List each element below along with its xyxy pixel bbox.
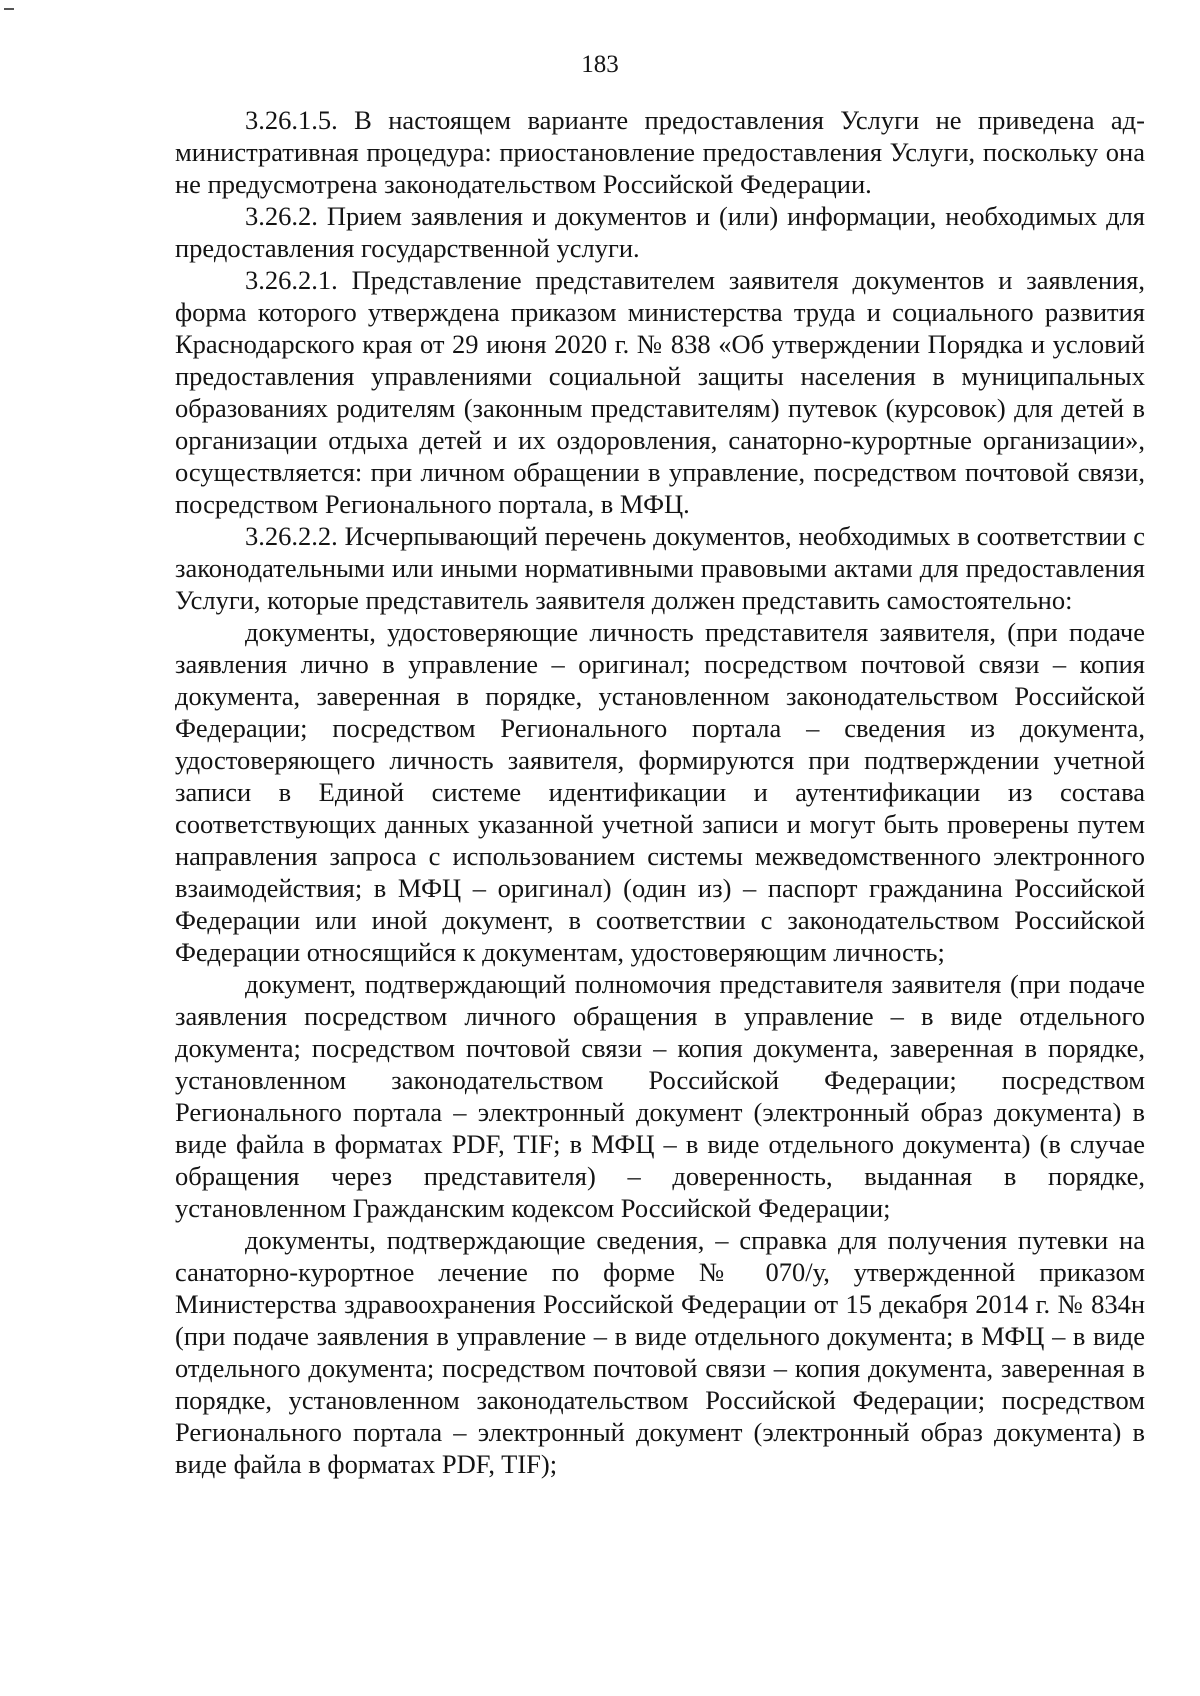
document-body	[175, 104, 1145, 1480]
page-number: 183	[581, 51, 619, 78]
paragraph-3-26-2: 3.26.2. Прием заявления и документов и (или) информации, необходимых для предоставления государственной услуги.	[175, 201, 1145, 263]
paragraph-supporting-documents: документы, подтверждающие сведения, – справка для получения путевки на санаторно-курортное лечение по форме № 070/у, утвержденной приказом Министерства здравоохранения Российской Федерации от 15 декабря 2014 г. № 834н (при подаче заявления в управление – в виде отдельного документа; в МФЦ – в виде отдельного документа; посредством почтовой связи – копия документа, заверенная в порядке, установленном законодательством Российской Федерации; посредством Регионального портала – электронный документ (электронный образ документа) в виде файла в форматах PDF, TIF);	[175, 1225, 1145, 1479]
paragraph-3-26-2-2: 3.26.2.2. Исчерпывающий перечень документов, необходимых в соответствии с законодательными или иными нормативными правовыми актами для предоставления Услуги, которые представитель заявителя должен представить самостоятельно:	[175, 521, 1145, 615]
paragraph-3-26-2-1: 3.26.2.1. Представление представителем заявителя документов и заявления, форма которого утверждена приказом министерства труда и социального развития Краснодарского края от 29 июня 2020 г. № 838 «Об утверждении Порядка и условий предоставления управлениями социальной защиты населения в муниципальных образованиях родителям (законным представителям) путевок (курсовок) для детей в организации отдыха детей и их оздоровления, санаторно-курортные организации», осуществляется: при личном обращении в управление, посредством почтовой связи, посредством Регионального портала, в МФЦ.	[175, 265, 1145, 519]
paragraph-authority-document: документ, подтверждающий полномочия представителя заявителя (при подаче заявления посредством личного обращения в управление – в виде отдельного документа; посредством почтовой связи – копия документа, заверенная в порядке, установленном законодательством Российской Федерации; посредством Регионального портала – электронный документ (электронный образ документа) в виде файла в форматах PDF, TIF; в МФЦ – в виде отдельного документа) (в случае обращения через представителя) – доверенность, выданная в порядке, установленном Гражданским кодексом Российской Федерации;	[175, 969, 1145, 1223]
scan-artifact-mark	[4, 8, 14, 10]
paragraph-identity-documents: документы, удостоверяющие личность представителя заявителя, (при подаче заявления лично в управление – оригинал; посредством почтовой связи – копия документа, заверенная в порядке, установленном законодательством Российской Федерации; посредством Регионального портала – сведения из документа, удостоверяющего личность заявителя, формируются при подтверждении учетной записи в Единой системе идентификации и аутентификации из состава соответствующих данных указанной учетной записи и могут быть проверены путем направления запроса с использованием системы межведомственного электронного взаимодействия; в МФЦ – оригинал) (один из) – паспорт гражданина Российской Федерации или иной документ, в соответствии с законодательством Российской Федерации относящийся к документам, удостоверяющим личность;	[175, 617, 1145, 967]
paragraph-3-26-1-5: 3.26.1.5. В настоящем варианте предоставления Услуги не приведена административная процедура: приостановление предоставления Услуги, поскольку она не предусмотрена законодательством Российской Федерации.	[175, 105, 1145, 199]
